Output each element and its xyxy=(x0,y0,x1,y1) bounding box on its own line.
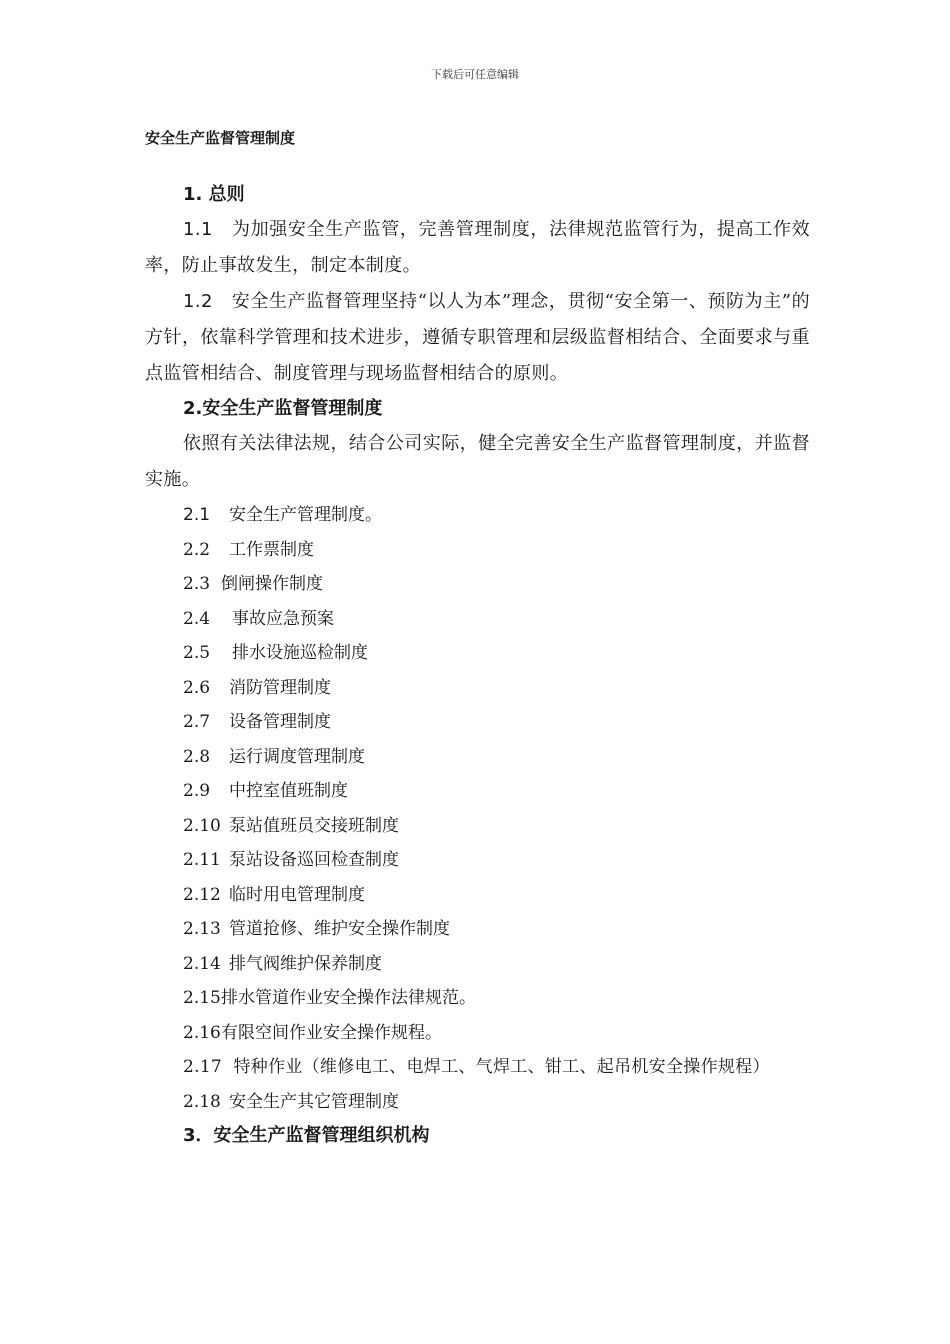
list-item-wrapped xyxy=(145,1050,810,1085)
paragraph-text: 为加强安全生产监管，完善管理制度，法律规范监管行为，提高工作效率，防止事故发生，制定本制度。 xyxy=(145,219,810,276)
list-item xyxy=(145,878,810,913)
item-text: 安全生产其它管理制度 xyxy=(229,1091,399,1112)
item-number: 2.9 xyxy=(183,781,211,801)
paragraph-1-1 xyxy=(145,212,810,284)
item-text: 运行调度管理制度 xyxy=(229,746,365,767)
item-text: 临时用电管理制度 xyxy=(229,884,365,905)
item-number: 2.17 xyxy=(183,1057,223,1077)
list-item xyxy=(145,1085,810,1120)
item-text: 消防管理制度 xyxy=(229,677,331,698)
item-number: 2.3 xyxy=(183,574,211,594)
item-text: 有限空间作业安全操作规程。 xyxy=(221,1022,442,1043)
item-text: 工作票制度 xyxy=(229,539,314,560)
list-item xyxy=(145,705,810,740)
paragraph-number: 1.2 xyxy=(183,291,213,312)
item-text: 泵站值班员交接班制度 xyxy=(229,815,399,836)
paragraph-number: 1.1 xyxy=(183,219,213,240)
list-item xyxy=(145,602,810,637)
list-item xyxy=(145,671,810,706)
list-item xyxy=(145,774,810,809)
item-number: 2.2 xyxy=(183,539,211,560)
item-text: 泵站设备巡回检查制度 xyxy=(229,850,399,870)
item-text: 安全生产管理制度。 xyxy=(229,505,382,525)
section-heading-system: 2.安全生产监督管理制度 xyxy=(183,398,383,419)
list-item xyxy=(145,809,810,844)
item-number: 2.16 xyxy=(183,1022,221,1043)
section-heading-general: 1. 总则 xyxy=(183,184,245,205)
item-text: 排水管道作业安全操作法律规范。 xyxy=(221,988,476,1008)
list-item xyxy=(145,567,810,602)
list-item xyxy=(145,981,810,1016)
item-text: 倒闸操作制度 xyxy=(221,574,323,594)
list-item xyxy=(145,533,810,568)
item-text: 中控室值班制度 xyxy=(229,781,348,801)
list-item xyxy=(145,740,810,775)
item-text: 排水设施巡检制度 xyxy=(232,643,368,663)
paragraph-text: 安全生产监督管理坚持“以人为本”理念，贯彻“安全第一、预防为主”的方针，依靠科学管理和技术进步，遵循专职管理和层级监督相结合、全面要求与重点监管相结合、制度管理与现场监督相结合的原则。 xyxy=(145,291,810,384)
document-body xyxy=(145,178,810,1153)
item-number: 2.5 xyxy=(183,643,211,663)
list-item xyxy=(145,912,810,947)
item-text: 事故应急预案 xyxy=(232,608,334,629)
paragraph-1-2 xyxy=(145,284,810,392)
item-number: 2.1 xyxy=(183,505,211,525)
item-number: 2.14 xyxy=(183,953,221,974)
item-number: 2.18 xyxy=(183,1091,221,1112)
document-title: 安全生产监督管理制度 xyxy=(145,129,296,147)
list-item xyxy=(145,498,810,533)
item-number: 2.11 xyxy=(183,850,221,870)
item-number: 2.15 xyxy=(183,988,221,1008)
section-heading-organization: 3．安全生产监督管理组织机构 xyxy=(183,1125,430,1146)
header-note: 下载后可任意编辑 xyxy=(431,68,519,81)
list-item xyxy=(145,843,810,878)
item-number: 2.4 xyxy=(183,608,211,629)
item-number: 2.10 xyxy=(183,815,221,836)
item-text: 设备管理制度 xyxy=(229,712,331,732)
list-item xyxy=(145,947,810,982)
item-text: 特种作业（维修电工、电焊工、气焊工、钳工、起吊机安全操作规程） xyxy=(233,1057,770,1077)
item-text: 排气阀维护保养制度 xyxy=(229,953,382,974)
item-number: 2.7 xyxy=(183,712,211,732)
item-number: 2.13 xyxy=(183,919,221,939)
list-item xyxy=(145,1016,810,1051)
list-item xyxy=(145,636,810,671)
item-number: 2.12 xyxy=(183,884,221,905)
item-text: 管道抢修、维护安全操作制度 xyxy=(229,919,450,939)
paragraph-2-intro: 依照有关法律法规，结合公司实际，健全完善安全生产监督管理制度，并监督实施。 xyxy=(145,433,810,490)
item-number: 2.6 xyxy=(183,677,211,698)
item-number: 2.8 xyxy=(183,746,211,767)
